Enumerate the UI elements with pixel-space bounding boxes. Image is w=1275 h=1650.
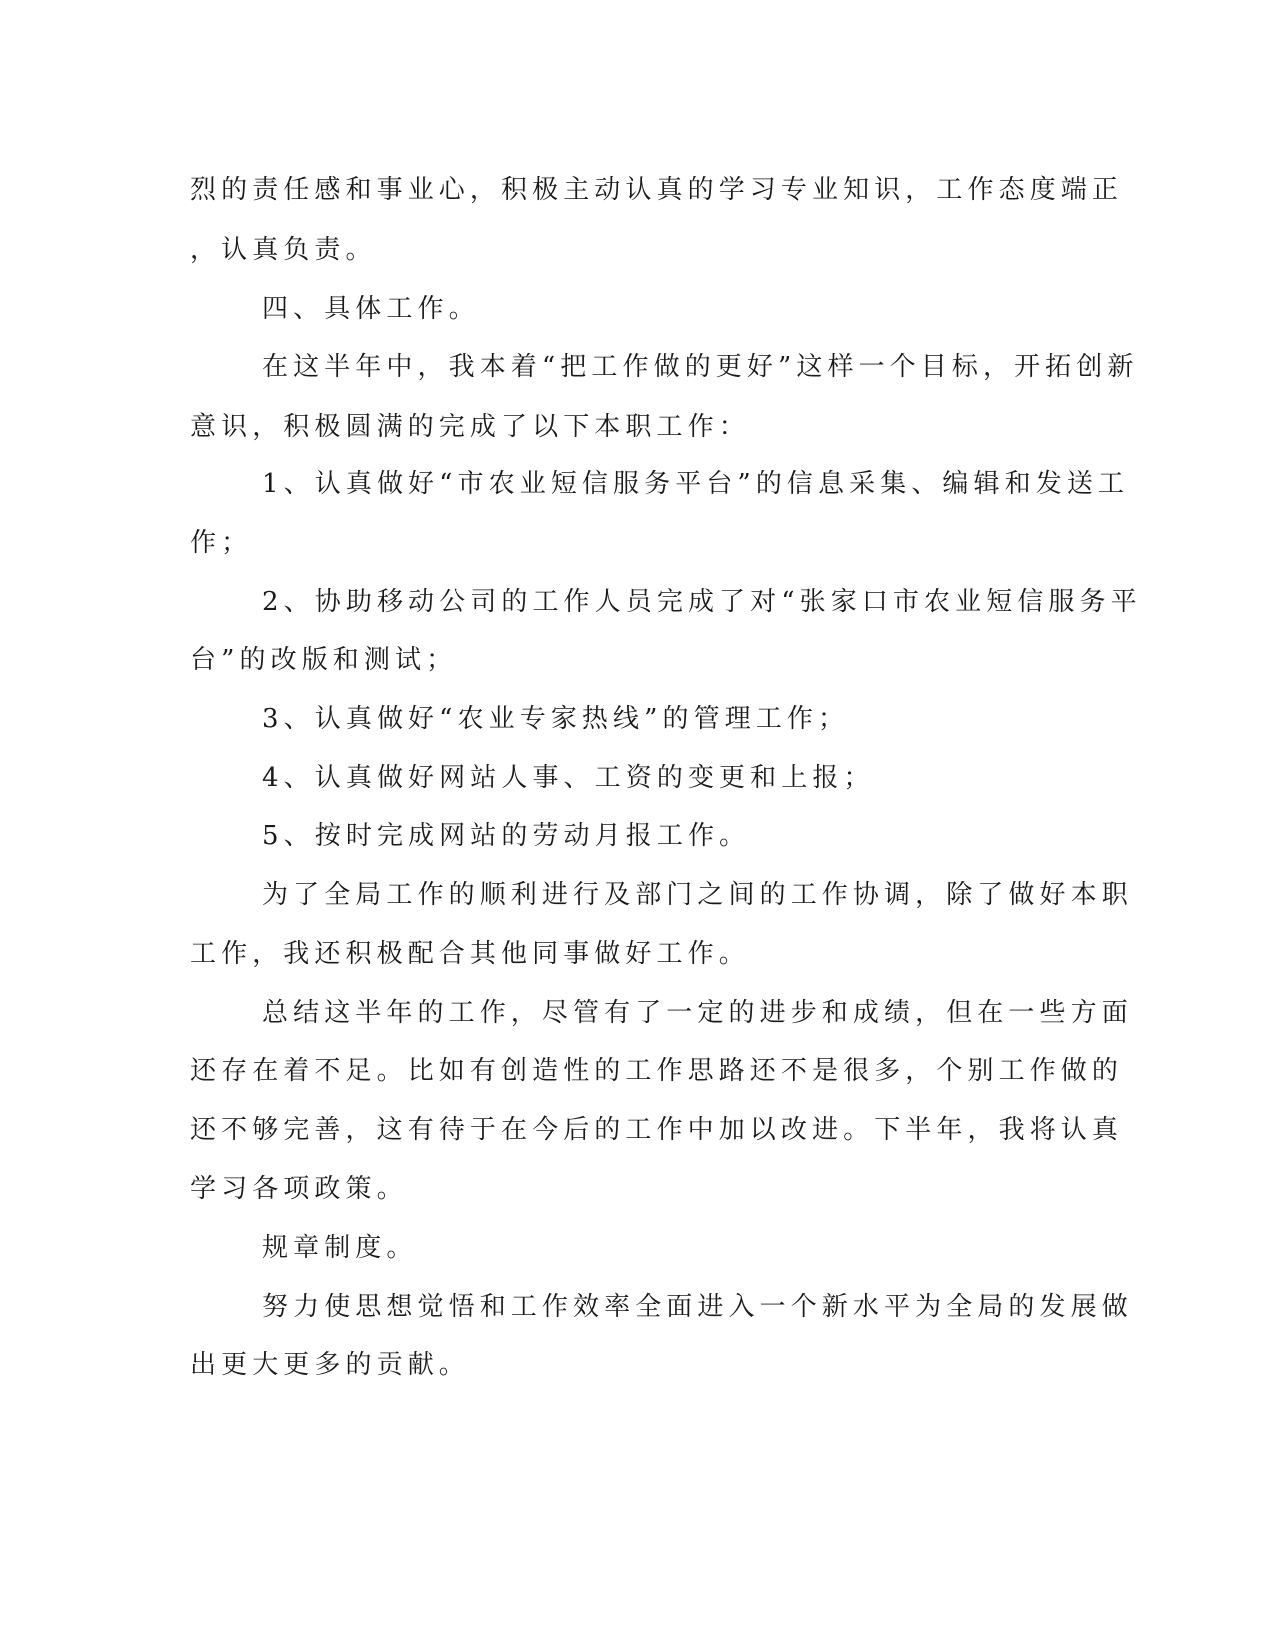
text-line: ，认真负责。 <box>190 235 377 265</box>
text-line: 学习各项政策。 <box>190 1174 408 1204</box>
list-item: 4、认真做好网站人事、工资的变更和上报； <box>262 763 875 793</box>
text-line: 台”的改版和测试； <box>190 645 458 675</box>
text-line: 还存在着不足。比如有创造性的工作思路还不是很多，个别工作做的 <box>190 1056 1124 1086</box>
list-item: 2、协助移动公司的工作人员完成了对“张家口市农业短信服务平 <box>262 587 1142 617</box>
text-line: 在这半年中，我本着“把工作做的更好”这样一个目标，开拓创新 <box>262 352 1139 382</box>
list-item: 5、按时完成网站的劳动月报工作。 <box>262 821 751 851</box>
list-item: 1、认真做好“市农业短信服务平台”的信息采集、编辑和发送工 <box>262 469 1130 499</box>
text-line: 努力使思想觉悟和工作效率全面进入一个新水平为全局的发展做 <box>262 1292 1133 1322</box>
text-line: 意识，积极圆满的完成了以下本职工作： <box>190 412 750 442</box>
text-line: 烈的责任感和事业心，积极主动认真的学习专业知识，工作态度端正 <box>190 175 1124 205</box>
text-line: 出更大更多的贡献。 <box>190 1350 470 1380</box>
text-line: 为了全局工作的顺利进行及部门之间的工作协调，除了做好本职 <box>262 880 1133 910</box>
text-line: 工作，我还积极配合其他同事做好工作。 <box>190 939 750 969</box>
section-heading: 四、具体工作。 <box>262 294 480 324</box>
text-line: 作； <box>190 528 253 558</box>
list-item: 3、认真做好“农业专家热线”的管理工作； <box>262 704 850 734</box>
text-line: 规章制度。 <box>262 1233 418 1263</box>
text-line: 总结这半年的工作，尽管有了一定的进步和成绩，但在一些方面 <box>262 998 1133 1028</box>
text-line: 还不够完善，这有待于在今后的工作中加以改进。下半年，我将认真 <box>190 1115 1124 1145</box>
